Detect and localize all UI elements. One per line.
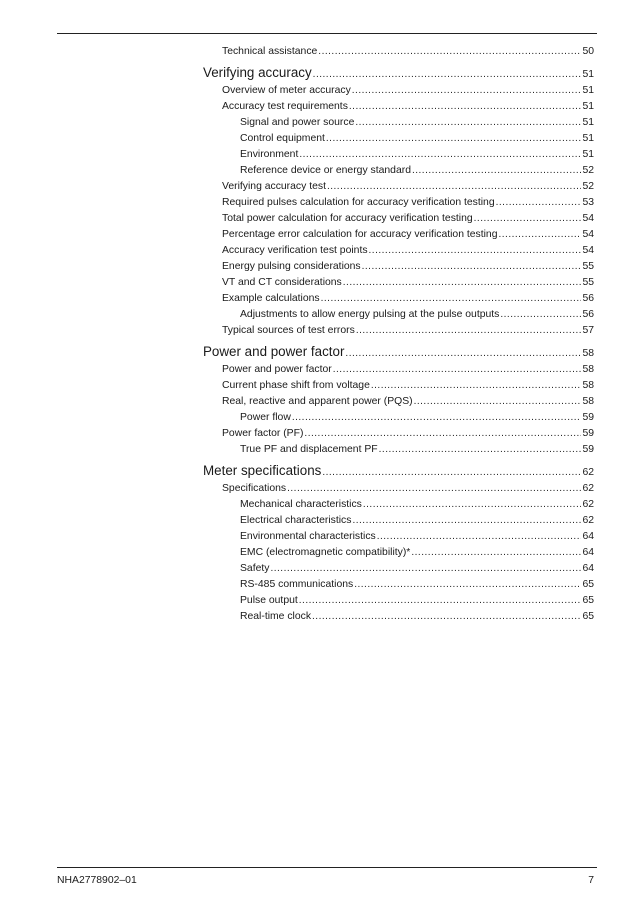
toc-entry-title: Typical sources of test errors — [222, 325, 355, 336]
toc-entry[interactable] — [203, 545, 594, 561]
toc-entry-page: 58 — [582, 364, 594, 375]
toc-entry-page: 56 — [582, 309, 594, 320]
toc-entry-title: Energy pulsing considerations — [222, 261, 361, 272]
toc-entry-title: Control equipment — [240, 133, 325, 144]
toc-dot-leader — [414, 394, 582, 410]
toc-entry-title: Verifying accuracy test — [222, 181, 326, 192]
toc-entry-page: 51 — [582, 69, 594, 80]
toc-dot-leader — [412, 163, 581, 179]
toc-entry[interactable] — [203, 426, 594, 442]
toc-dot-leader — [321, 291, 582, 307]
toc-dot-leader — [352, 83, 582, 99]
toc-entry[interactable] — [203, 561, 594, 577]
toc-entry[interactable] — [203, 410, 594, 426]
toc-entry-title: Real-time clock — [240, 611, 312, 622]
toc-dot-leader — [349, 99, 582, 115]
toc-entry-title: Total power calculation for accuracy verification testing — [222, 213, 473, 224]
toc-entry-page: 54 — [582, 245, 594, 256]
toc-entry-title: Power and power factor — [222, 364, 332, 375]
toc-entry[interactable] — [203, 291, 594, 307]
table-of-contents — [203, 44, 594, 625]
toc-entry[interactable] — [203, 497, 594, 513]
footer-doc-number: NHA2778902–01 — [57, 875, 137, 886]
toc-entry-page: 50 — [582, 46, 594, 57]
toc-dot-leader — [312, 609, 581, 625]
toc-entry-page: 62 — [582, 483, 594, 494]
toc-entry-title: Example calculations — [222, 293, 320, 304]
toc-entry[interactable] — [203, 378, 594, 394]
toc-entry[interactable] — [203, 341, 594, 362]
toc-dot-leader — [322, 462, 581, 483]
footer-rule — [57, 867, 597, 868]
toc-entry-title: Real, reactive and apparent power (PQS) — [222, 396, 413, 407]
toc-dot-leader — [363, 497, 582, 513]
toc-entry-title: Verifying accuracy — [203, 65, 312, 80]
toc-entry-page: 52 — [582, 181, 594, 192]
toc-dot-leader — [500, 307, 581, 323]
toc-entry[interactable] — [203, 529, 594, 545]
toc-entry-page: 59 — [582, 444, 594, 455]
toc-entry-title: Current phase shift from voltage — [222, 380, 370, 391]
toc-entry-page: 65 — [582, 595, 594, 606]
footer-page-number: 7 — [588, 875, 594, 886]
toc-entry[interactable] — [203, 442, 594, 458]
toc-entry-page: 52 — [582, 165, 594, 176]
toc-entry-title: Environment — [240, 149, 299, 160]
toc-entry-page: 51 — [582, 85, 594, 96]
toc-entry-title: Technical assistance — [222, 46, 318, 57]
toc-dot-leader — [287, 481, 581, 497]
toc-entry-title: Specifications — [222, 483, 287, 494]
toc-entry-page: 59 — [582, 428, 594, 439]
toc-dot-leader — [377, 529, 582, 545]
toc-entry-page: 51 — [582, 101, 594, 112]
toc-entry[interactable] — [203, 163, 594, 179]
toc-entry-title: Reference device or energy standard — [240, 165, 411, 176]
toc-entry-title: Environmental characteristics — [240, 531, 376, 542]
toc-dot-leader — [327, 179, 581, 195]
toc-entry-page: 62 — [582, 515, 594, 526]
toc-dot-leader — [354, 577, 581, 593]
toc-dot-leader — [345, 343, 581, 364]
toc-dot-leader — [379, 442, 582, 458]
toc-dot-leader — [474, 211, 582, 227]
toc-entry-page: 65 — [582, 579, 594, 590]
toc-entry-page: 55 — [582, 277, 594, 288]
toc-entry-title: True PF and displacement PF — [240, 444, 378, 455]
toc-entry-page: 65 — [582, 611, 594, 622]
toc-entry-page: 64 — [582, 547, 594, 558]
toc-entry-title: Overview of meter accuracy — [222, 85, 351, 96]
toc-entry-page: 56 — [582, 293, 594, 304]
toc-entry-page: 64 — [582, 563, 594, 574]
toc-dot-leader — [292, 410, 582, 426]
toc-entry[interactable] — [203, 243, 594, 259]
toc-entry[interactable] — [203, 99, 594, 115]
toc-entry-page: 58 — [582, 348, 594, 359]
toc-entry-title: Accuracy test requirements — [222, 101, 348, 112]
toc-entry-page: 57 — [582, 325, 594, 336]
toc-entry-title: Pulse output — [240, 595, 298, 606]
toc-entry-title: RS-485 communications — [240, 579, 354, 590]
toc-entry-title: Mechanical characteristics — [240, 499, 362, 510]
toc-entry[interactable] — [203, 460, 594, 481]
toc-entry-title: VT and CT considerations — [222, 277, 342, 288]
toc-entry[interactable] — [203, 179, 594, 195]
toc-entry-title: Required pulses calculation for accuracy verification testing — [222, 197, 495, 208]
toc-entry-page: 59 — [582, 412, 594, 423]
toc-entry[interactable] — [203, 83, 594, 99]
toc-entry[interactable] — [203, 44, 594, 60]
toc-entry-title: Safety — [240, 563, 270, 574]
toc-entry-title: Power flow — [240, 412, 291, 423]
toc-entry-title: Accuracy verification test points — [222, 245, 368, 256]
toc-entry[interactable] — [203, 394, 594, 410]
toc-entry[interactable] — [203, 593, 594, 609]
toc-dot-leader — [326, 131, 582, 147]
toc-entry[interactable] — [203, 147, 594, 163]
toc-dot-leader — [270, 561, 581, 577]
toc-entry-page: 58 — [582, 396, 594, 407]
toc-dot-leader — [356, 323, 582, 339]
toc-dot-leader — [355, 115, 581, 131]
toc-dot-leader — [299, 147, 581, 163]
toc-entry-page: 53 — [582, 197, 594, 208]
toc-entry-title: Signal and power source — [240, 117, 355, 128]
toc-entry[interactable] — [203, 131, 594, 147]
toc-entry-page: 51 — [582, 133, 594, 144]
toc-entry-title: Meter specifications — [203, 463, 322, 478]
toc-dot-leader — [313, 64, 582, 85]
toc-dot-leader — [498, 227, 581, 243]
header-rule — [57, 33, 597, 34]
toc-dot-leader — [352, 513, 581, 529]
toc-dot-leader — [496, 195, 582, 211]
toc-entry-page: 51 — [582, 149, 594, 160]
toc-entry[interactable] — [203, 481, 594, 497]
toc-dot-leader — [343, 275, 582, 291]
toc-entry-page: 62 — [582, 499, 594, 510]
toc-entry-page: 62 — [582, 467, 594, 478]
toc-dot-leader — [411, 545, 581, 561]
toc-entry-title: Power factor (PF) — [222, 428, 304, 439]
toc-dot-leader — [371, 378, 582, 394]
toc-entry[interactable] — [203, 275, 594, 291]
toc-entry[interactable] — [203, 211, 594, 227]
toc-dot-leader — [318, 44, 581, 60]
toc-entry[interactable] — [203, 513, 594, 529]
toc-entry-page: 58 — [582, 380, 594, 391]
toc-dot-leader — [304, 426, 581, 442]
toc-entry[interactable] — [203, 227, 594, 243]
toc-entry-title: EMC (electromagnetic compatibility)* — [240, 547, 411, 558]
toc-entry-title: Percentage error calculation for accuracy verification testing — [222, 229, 498, 240]
toc-entry[interactable] — [203, 323, 594, 339]
toc-entry-page: 55 — [582, 261, 594, 272]
toc-entry[interactable] — [203, 259, 594, 275]
toc-entry[interactable] — [203, 195, 594, 211]
toc-dot-leader — [299, 593, 582, 609]
toc-entry-page: 54 — [582, 229, 594, 240]
toc-entry[interactable] — [203, 577, 594, 593]
toc-entry-title: Power and power factor — [203, 344, 345, 359]
toc-dot-leader — [369, 243, 582, 259]
toc-entry[interactable] — [203, 609, 594, 625]
toc-dot-leader — [362, 259, 582, 275]
toc-entry-page: 64 — [582, 531, 594, 542]
toc-entry-title: Electrical characteristics — [240, 515, 352, 526]
toc-entry[interactable] — [203, 62, 594, 83]
toc-entry[interactable] — [203, 115, 594, 131]
toc-entry[interactable] — [203, 307, 594, 323]
toc-entry-page: 54 — [582, 213, 594, 224]
toc-entry-title: Adjustments to allow energy pulsing at the pulse outputs — [240, 309, 500, 320]
toc-entry[interactable] — [203, 362, 594, 378]
toc-entry-page: 51 — [582, 117, 594, 128]
toc-dot-leader — [333, 362, 582, 378]
